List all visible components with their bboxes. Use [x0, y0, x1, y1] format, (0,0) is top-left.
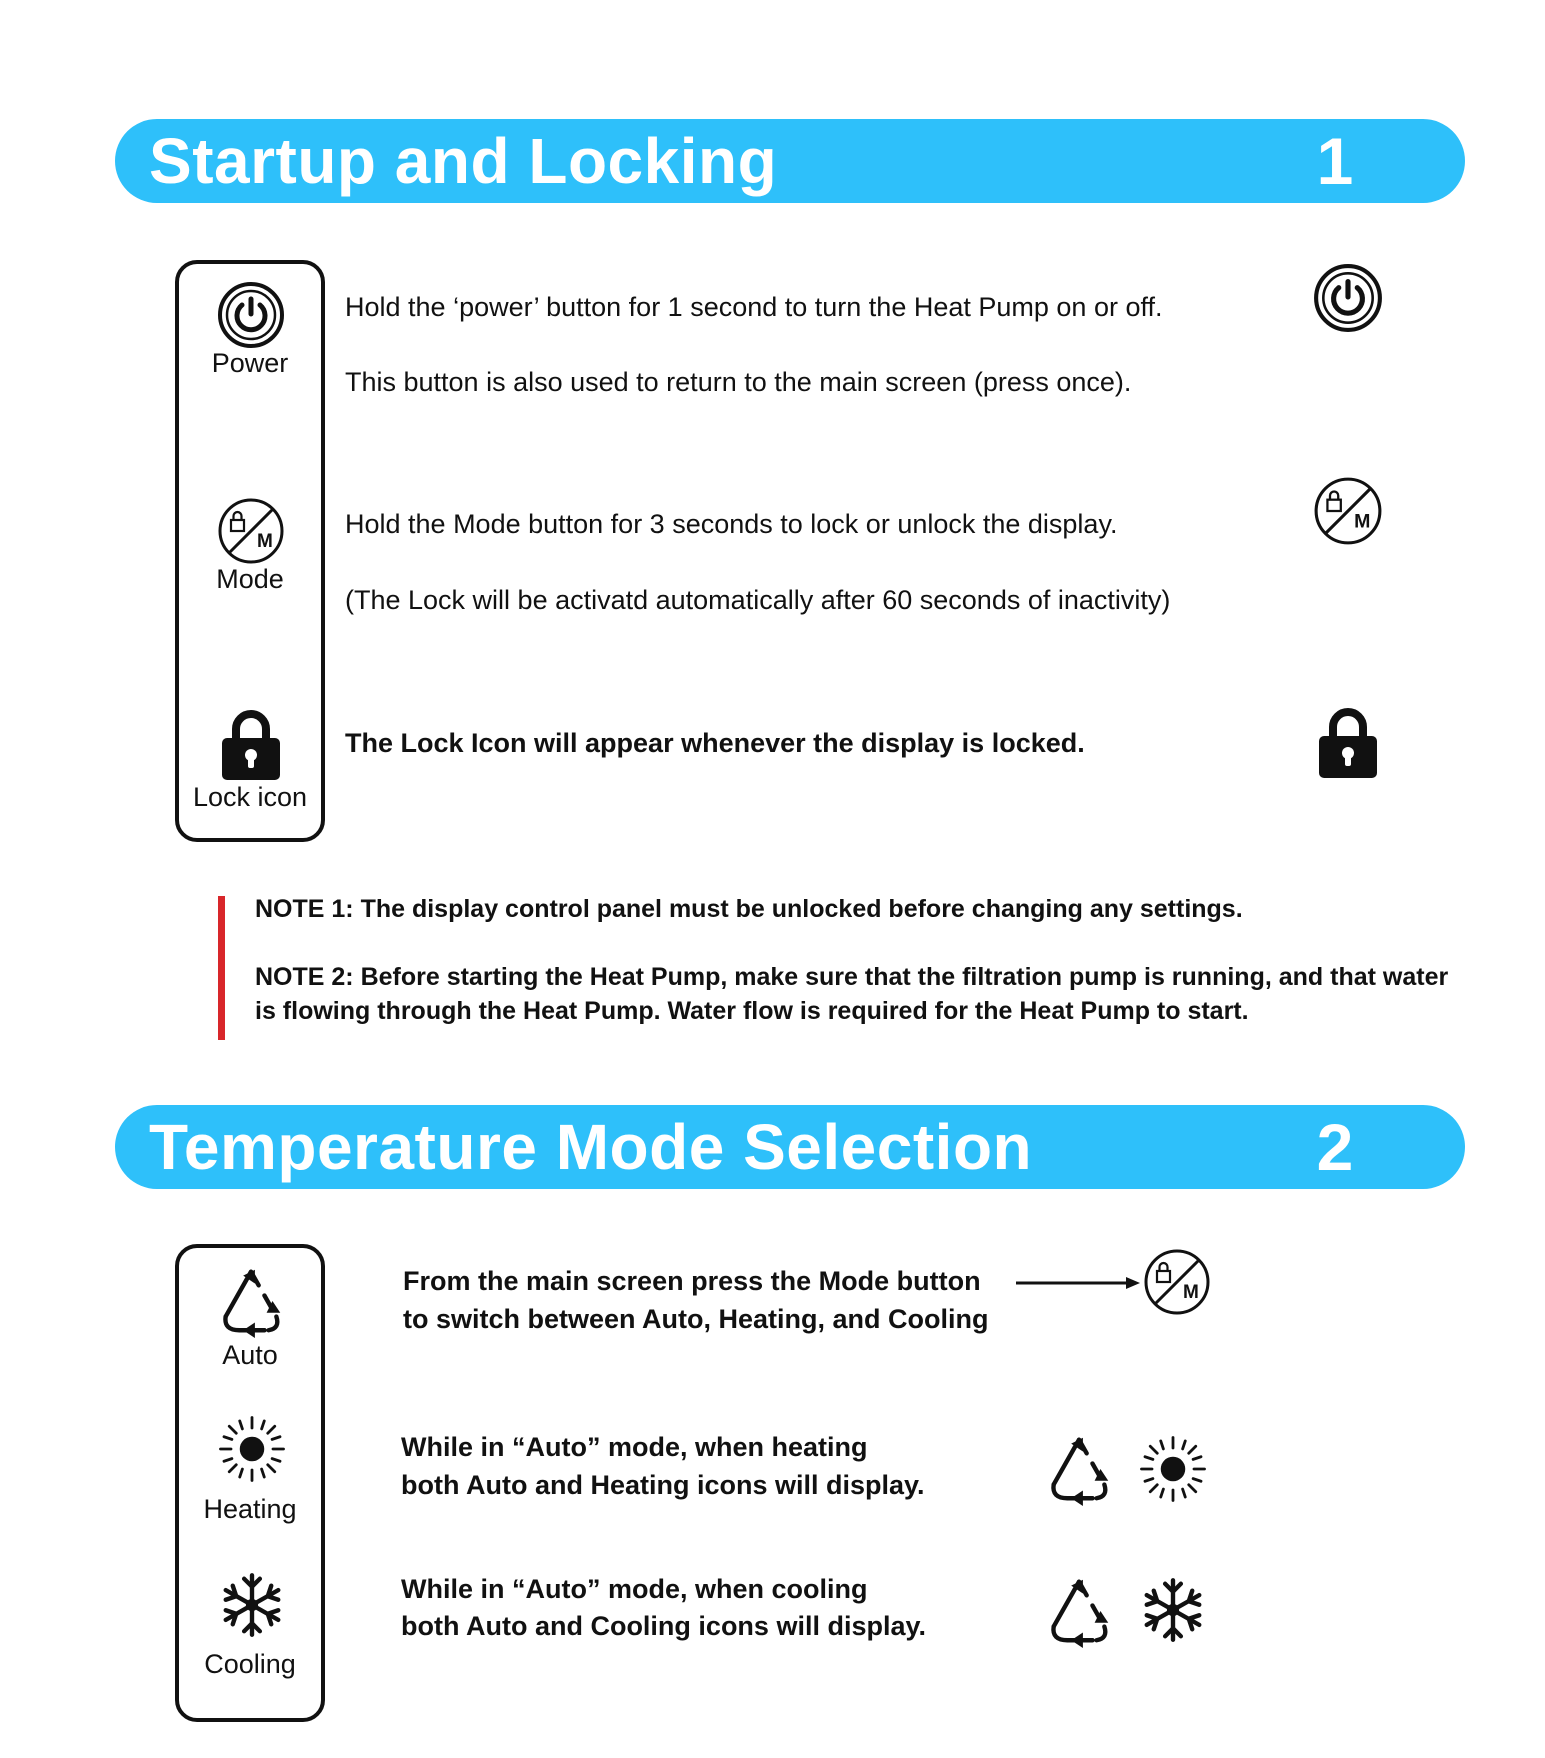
note-2: NOTE 2: Before starting the Heat Pump, make sure that the filtration pump is running, and that water is flowing through the Heat Pump. Water flow is required for the Heat Pump to start.	[255, 963, 1449, 1025]
recycle-icon	[212, 1262, 290, 1340]
power-icon	[216, 280, 286, 350]
section-2-banner	[115, 1105, 1465, 1189]
section-2-number: 2	[1316, 1110, 1354, 1184]
cooling-label: Cooling	[204, 1649, 296, 1679]
sun-icon	[1138, 1434, 1208, 1504]
mode-switch-line-2: to switch between Auto, Heating, and Cooling	[403, 1304, 989, 1334]
note-accent-bar	[218, 896, 225, 1040]
section-2-title: Temperature Mode Selection	[149, 1111, 1033, 1183]
section-1-banner	[115, 119, 1465, 203]
mode-icon	[1312, 475, 1384, 547]
arrow-right-icon	[1016, 1275, 1142, 1291]
section-1-number: 1	[1316, 124, 1354, 198]
recycle-icon	[1040, 1430, 1118, 1508]
auto-cooling-line-1: While in “Auto” mode, when cooling	[401, 1574, 868, 1604]
section-1-title: Startup and Locking	[149, 125, 778, 197]
recycle-icon	[1040, 1572, 1118, 1650]
lock-icon-instruction: The Lock Icon will appear whenever the display is locked.	[345, 728, 1085, 758]
auto-heating-line-1: While in “Auto” mode, when heating	[401, 1432, 868, 1462]
auto-label: Auto	[222, 1340, 278, 1370]
mode-legend-panel	[175, 1244, 325, 1722]
mode-label: Mode	[216, 564, 284, 594]
snowflake-icon	[217, 1570, 287, 1640]
button-legend-panel	[175, 260, 325, 842]
note-1: NOTE 1: The display control panel must be unlocked before changing any settings.	[255, 895, 1243, 923]
auto-cooling-line-2: both Auto and Cooling icons will display.	[401, 1611, 926, 1641]
padlock-icon	[1313, 702, 1383, 782]
power-instruction: Hold the ‘power’ button for 1 second to turn the Heat Pump on or off.	[345, 292, 1163, 322]
mode-switch-line-1: From the main screen press the Mode button	[403, 1266, 981, 1296]
snowflake-icon	[1138, 1575, 1208, 1645]
power-label: Power	[211, 348, 289, 378]
mode-icon	[1142, 1247, 1212, 1317]
padlock-icon	[216, 704, 286, 784]
power-return-instruction: This button is also used to return to the main screen (press once).	[345, 367, 1132, 397]
sun-icon	[217, 1414, 287, 1484]
auto-heating-line-2: both Auto and Heating icons will display.	[401, 1470, 925, 1500]
heating-label: Heating	[203, 1494, 297, 1524]
mode-icon	[216, 496, 286, 566]
lock-icon-label: Lock icon	[192, 782, 308, 812]
mode-lock-instruction: Hold the Mode button for 3 seconds to lock or unlock the display.	[345, 509, 1118, 539]
power-icon	[1312, 262, 1384, 334]
auto-lock-note: (The Lock will be activatd automatically after 60 seconds of inactivity)	[345, 585, 1171, 615]
